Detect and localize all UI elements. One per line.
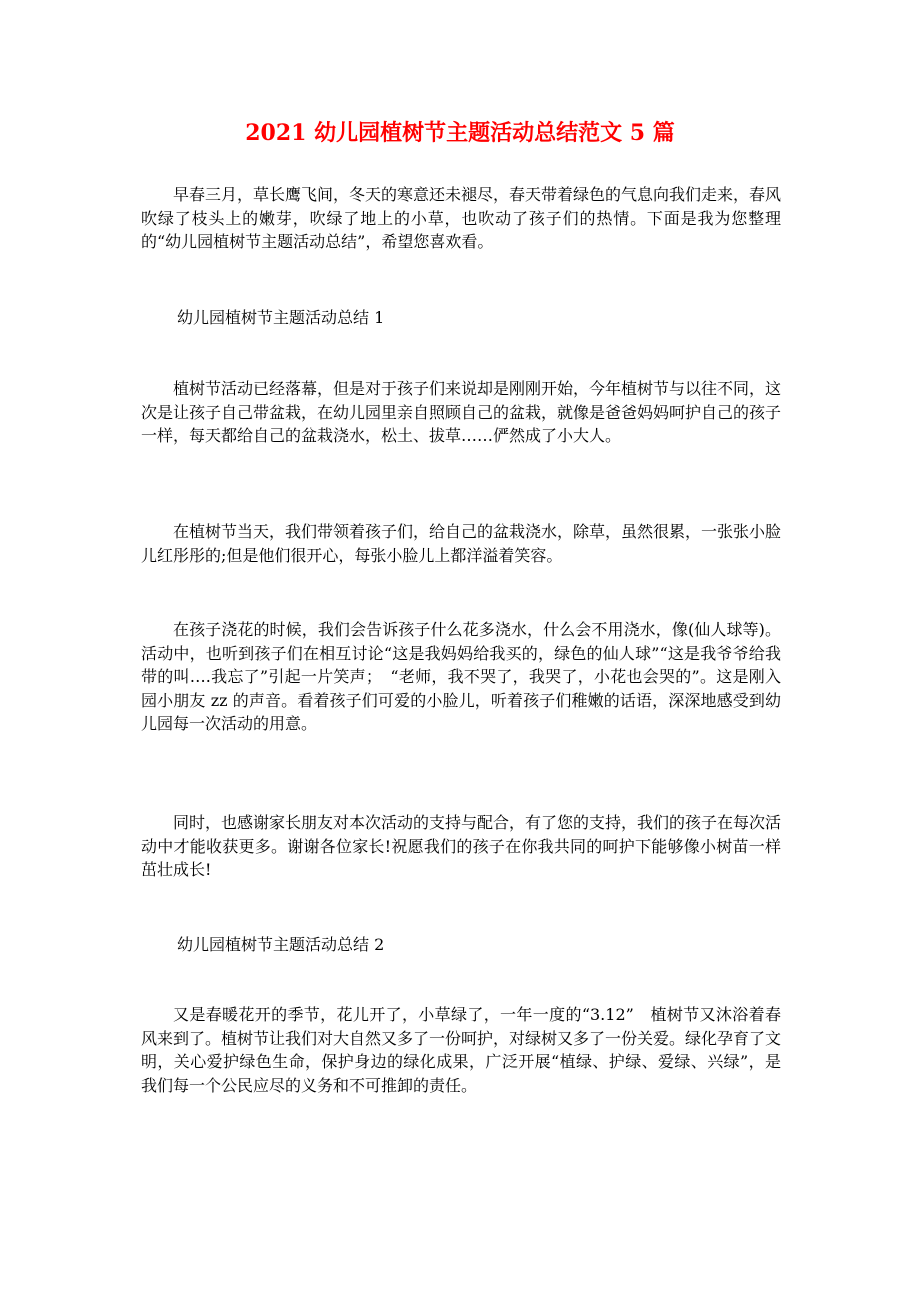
- section-1-paragraph-1: 植树节活动已经落幕，但是对于孩子们来说却是刚刚开始，今年植树节与以往不同，这次是让孩子自己带盆栽，在幼儿园里亲自照顾自己的盆栽，就像是爸爸妈妈呵护自己的孩子一样，每天都给自己的盆栽浇水，松土、拔草……俨然成了小大人。: [141, 379, 782, 445]
- section-2-paragraph-1: 又是春暖花开的季节，花儿开了，小草绿了，一年一度的“3.12” 植树节又沐浴着春风来到了。植树节让我们对大自然又多了一份呵护，对绿树又多了一份关爱。绿化孕育了文明，关心爱护绿色生命，保护身边的绿化成果，广泛开展“植绿、护绿、爱绿、兴绿”，是我们每一个公民应尽的义务和不可推卸的责任。: [141, 1005, 782, 1095]
- section-1-paragraph-2: 在植树节当天，我们带领着孩子们，给自己的盆栽浇水，除草，虽然很累，一张张小脸儿红彤彤的;但是他们很开心，每张小脸儿上都洋溢着笑容。: [141, 522, 782, 565]
- section-1-paragraph-4: 同时，也感谢家长朋友对本次活动的支持与配合，有了您的支持，我们的孩子在每次活动中才能收获更多。谢谢各位家长!祝愿我们的孩子在你我共同的呵护下能够像小树苗一样茁壮成长!: [141, 813, 782, 879]
- section-2-heading: 幼儿园植树节主题活动总结 2: [177, 935, 385, 954]
- section-1-paragraph-3: 在孩子浇花的时候，我们会告诉孩子什么花多浇水，什么会不用浇水，像(仙人球等)。活动中，也听到孩子们在相互讨论“这是我妈妈给我买的，绿色的仙人球”“这是我爷爷给我带的叫….我忘了”引起一片笑声； “老师，我不哭了，我哭了，小花也会哭的”。这是刚入园小朋友 zz 的声音。看着孩子们可爱的小脸儿，听着孩子们稚嫩的话语，深深地感受到幼儿园每一次活动的用意。: [141, 620, 781, 733]
- section-1-heading: 幼儿园植树节主题活动总结 1: [177, 308, 385, 327]
- document-title: 2021 幼儿园植树节主题活动总结范文 5 篇: [245, 120, 675, 146]
- intro-paragraph: 早春三月，草长鹰飞间，冬天的寒意还未褪尽，春天带着绿色的气息向我们走来，春风吹绿了枝头上的嫩芽，吹绿了地上的小草，也吹动了孩子们的热情。下面是我为您整理的“幼儿园植树节主题活动总结”，希望您喜欢看。: [141, 185, 782, 251]
